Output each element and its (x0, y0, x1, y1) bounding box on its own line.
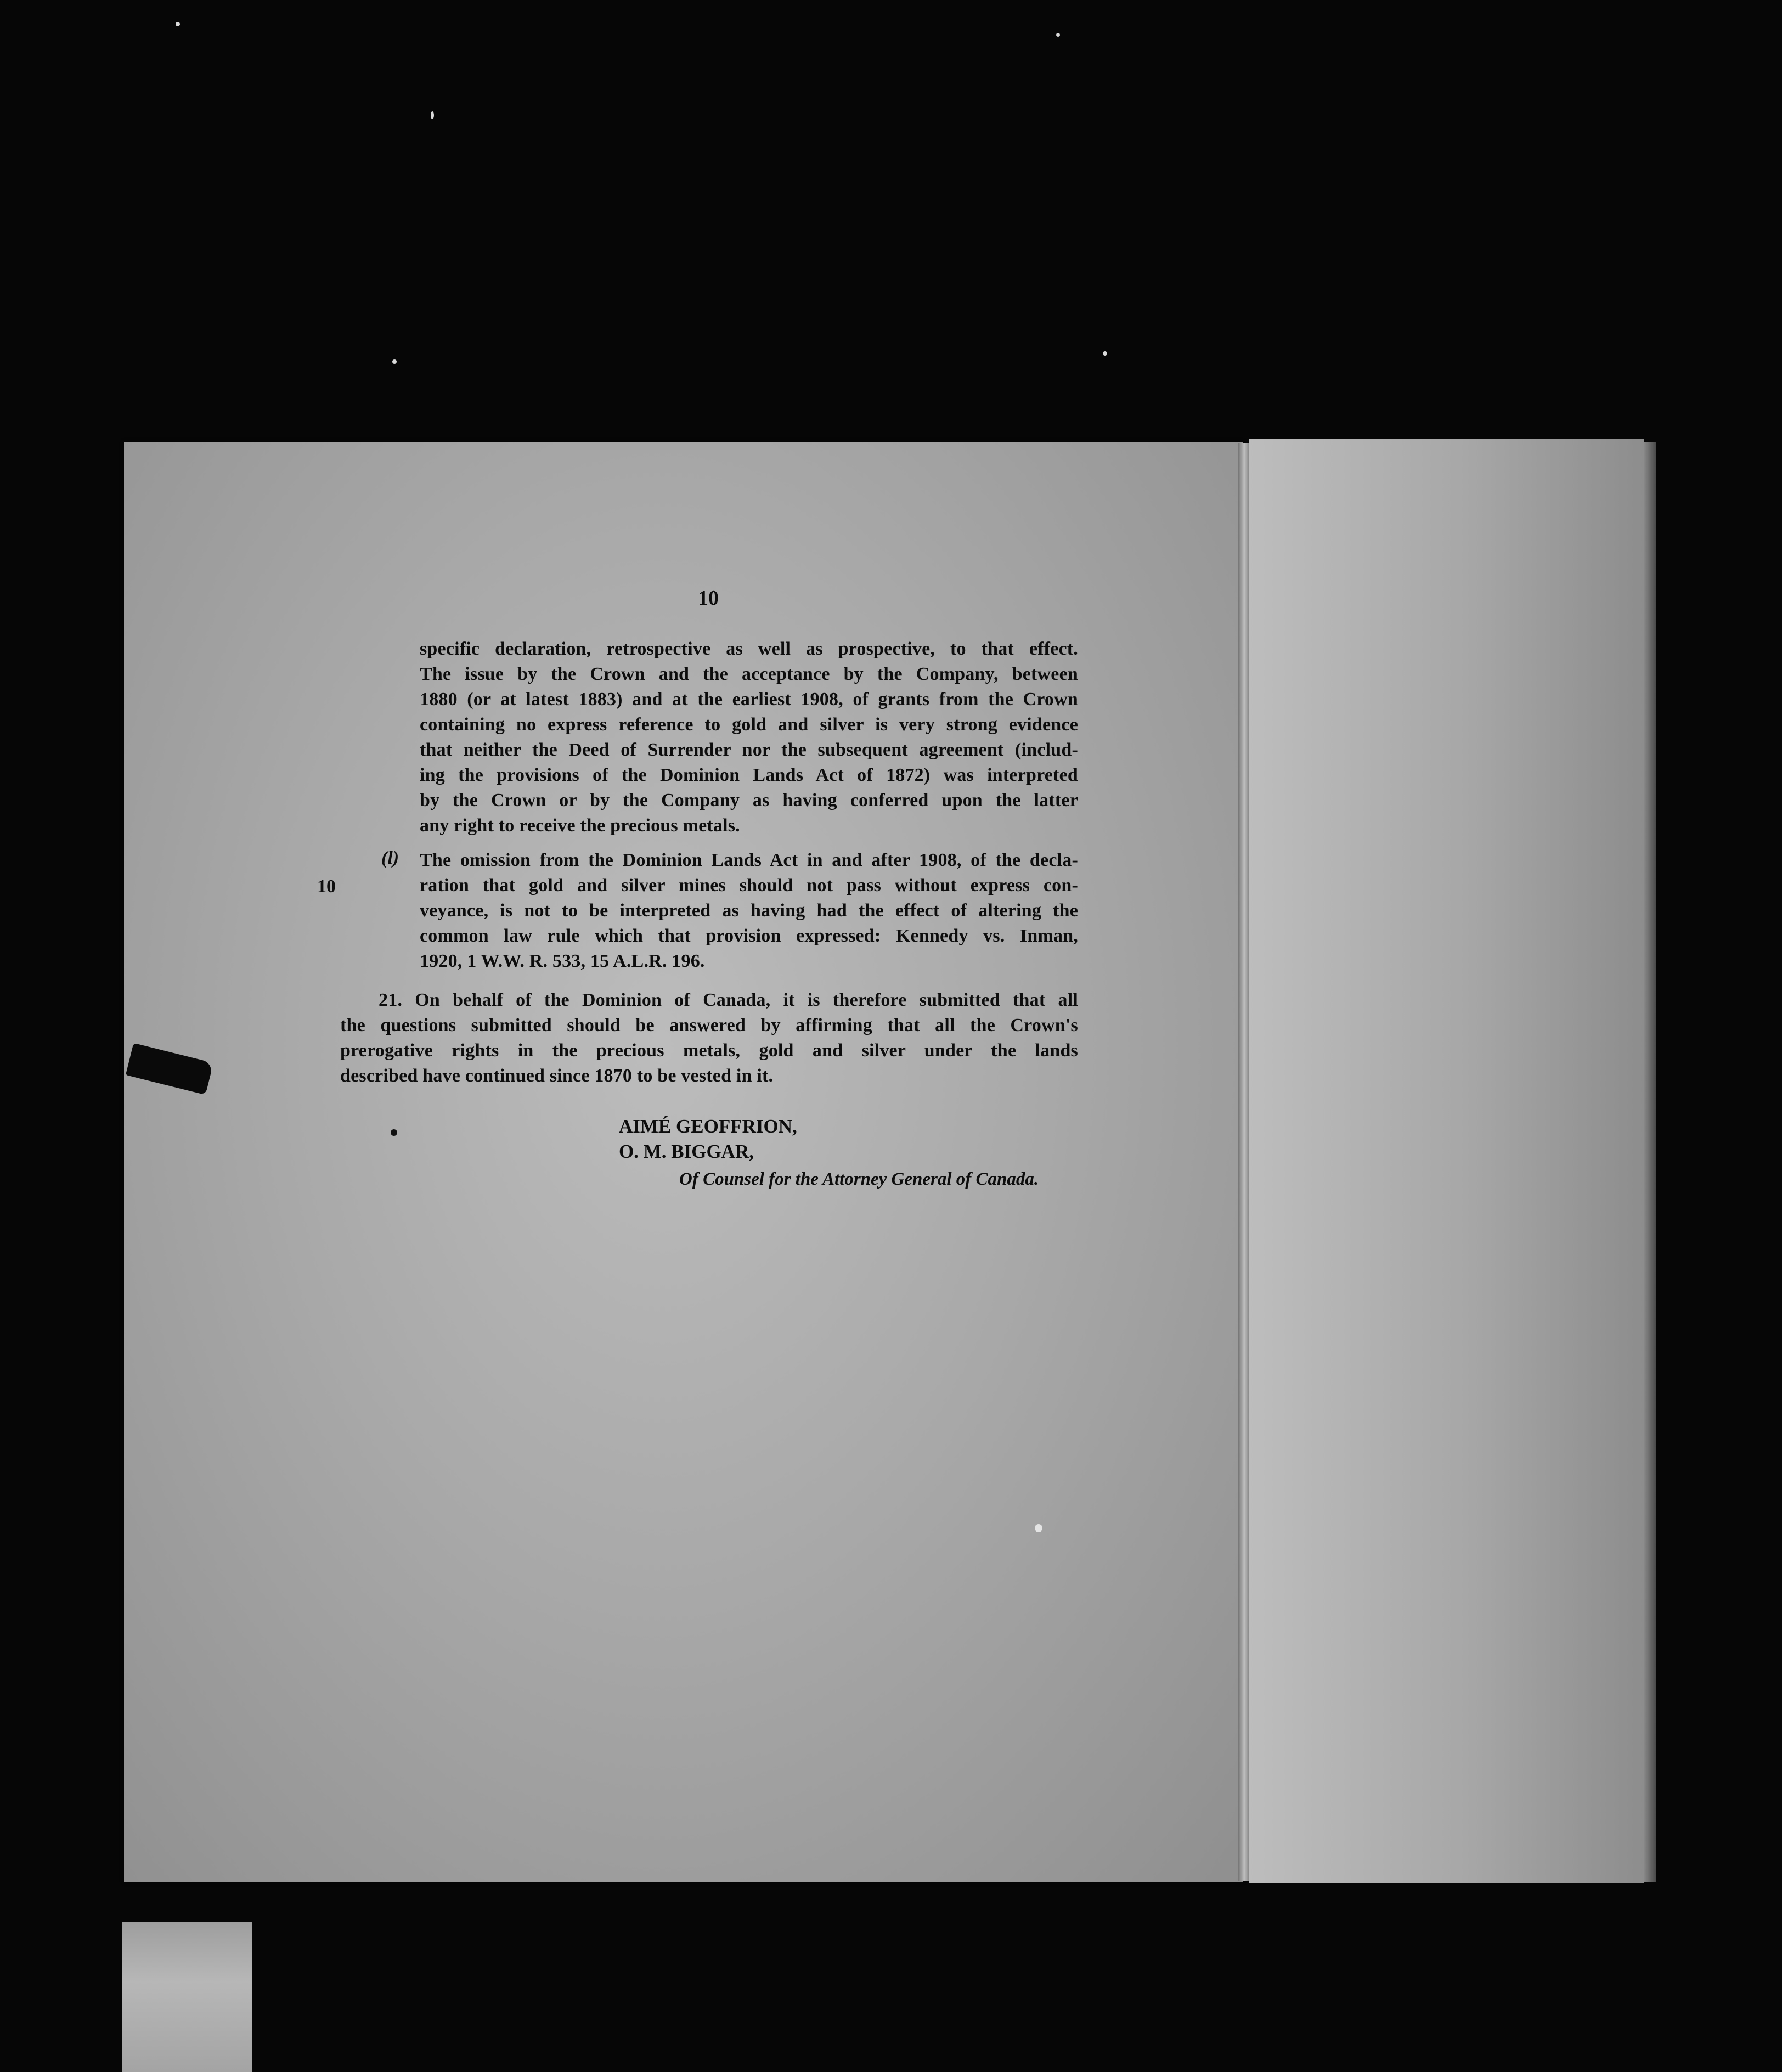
signatory-name: O. M. BIGGAR, (619, 1141, 754, 1162)
text-line: The omission from the Dominion Lands Act in and after 1908, of the decla- (420, 850, 1078, 870)
film-speck (1035, 1524, 1042, 1532)
text-line: described have continued since 1870 to be vested in it. (340, 1066, 774, 1086)
text-line: 1920, 1 W.W. R. 533, 15 A.L.R. 196. (420, 951, 705, 971)
text-line: by the Crown or by the Company as having conferred upon the latter (420, 790, 1078, 810)
paper-slip (122, 1922, 252, 2072)
text-line: containing no express reference to gold and silver is very strong evidence (420, 714, 1078, 735)
signatory-name: AIMÉ GEOFFRION, (619, 1116, 797, 1137)
margin-line-number: 10 (317, 876, 336, 897)
text-line: common law rule which that provision expressed: Kennedy vs. Inman, (420, 926, 1078, 946)
text-line: the questions submitted should be answered by affirming that all the Crown's (340, 1015, 1078, 1035)
facing-page-edge (1644, 442, 1656, 1882)
text-line: 1880 (or at latest 1883) and at the earliest 1908, of grants from the Crown (420, 689, 1078, 710)
film-speck (176, 22, 180, 26)
text-line: 21. On behalf of the Dominion of Canada, it is therefore submitted that all (379, 990, 1078, 1010)
text-line: that neither the Deed of Surrender nor the subsequent agreement (includ- (420, 740, 1078, 760)
paragraph-k (420, 637, 1078, 838)
text-line: The issue by the Crown and the acceptance by the Company, between (420, 664, 1078, 684)
text-line: ration that gold and silver mines should not pass without express con- (420, 875, 1078, 896)
film-speck (392, 359, 397, 364)
paragraph-l-label: (l) (381, 848, 399, 868)
paragraph-l (420, 848, 1078, 974)
page-gutter (1238, 443, 1249, 1881)
bullet-mark (391, 1129, 397, 1136)
text-line: prerogative rights in the precious metals, gold and silver under the lands (340, 1040, 1078, 1061)
text-line: specific declaration, retrospective as well as prospective, to that effect. (420, 639, 1078, 659)
film-speck (431, 111, 434, 119)
text-line: veyance, is not to be interpreted as having had the effect of altering the (420, 900, 1078, 921)
text-line: ing the provisions of the Dominion Lands Act of 1872) was interpreted (420, 765, 1078, 785)
signatory-role: Of Counsel for the Attorney General of Canada. (679, 1169, 1039, 1189)
page-number: 10 (698, 587, 719, 610)
film-speck (1103, 351, 1107, 356)
facing-blank-page (1249, 439, 1644, 1883)
film-speck (1056, 33, 1060, 37)
paragraph-21 (340, 988, 1078, 1089)
text-line: any right to receive the precious metals. (420, 815, 740, 836)
